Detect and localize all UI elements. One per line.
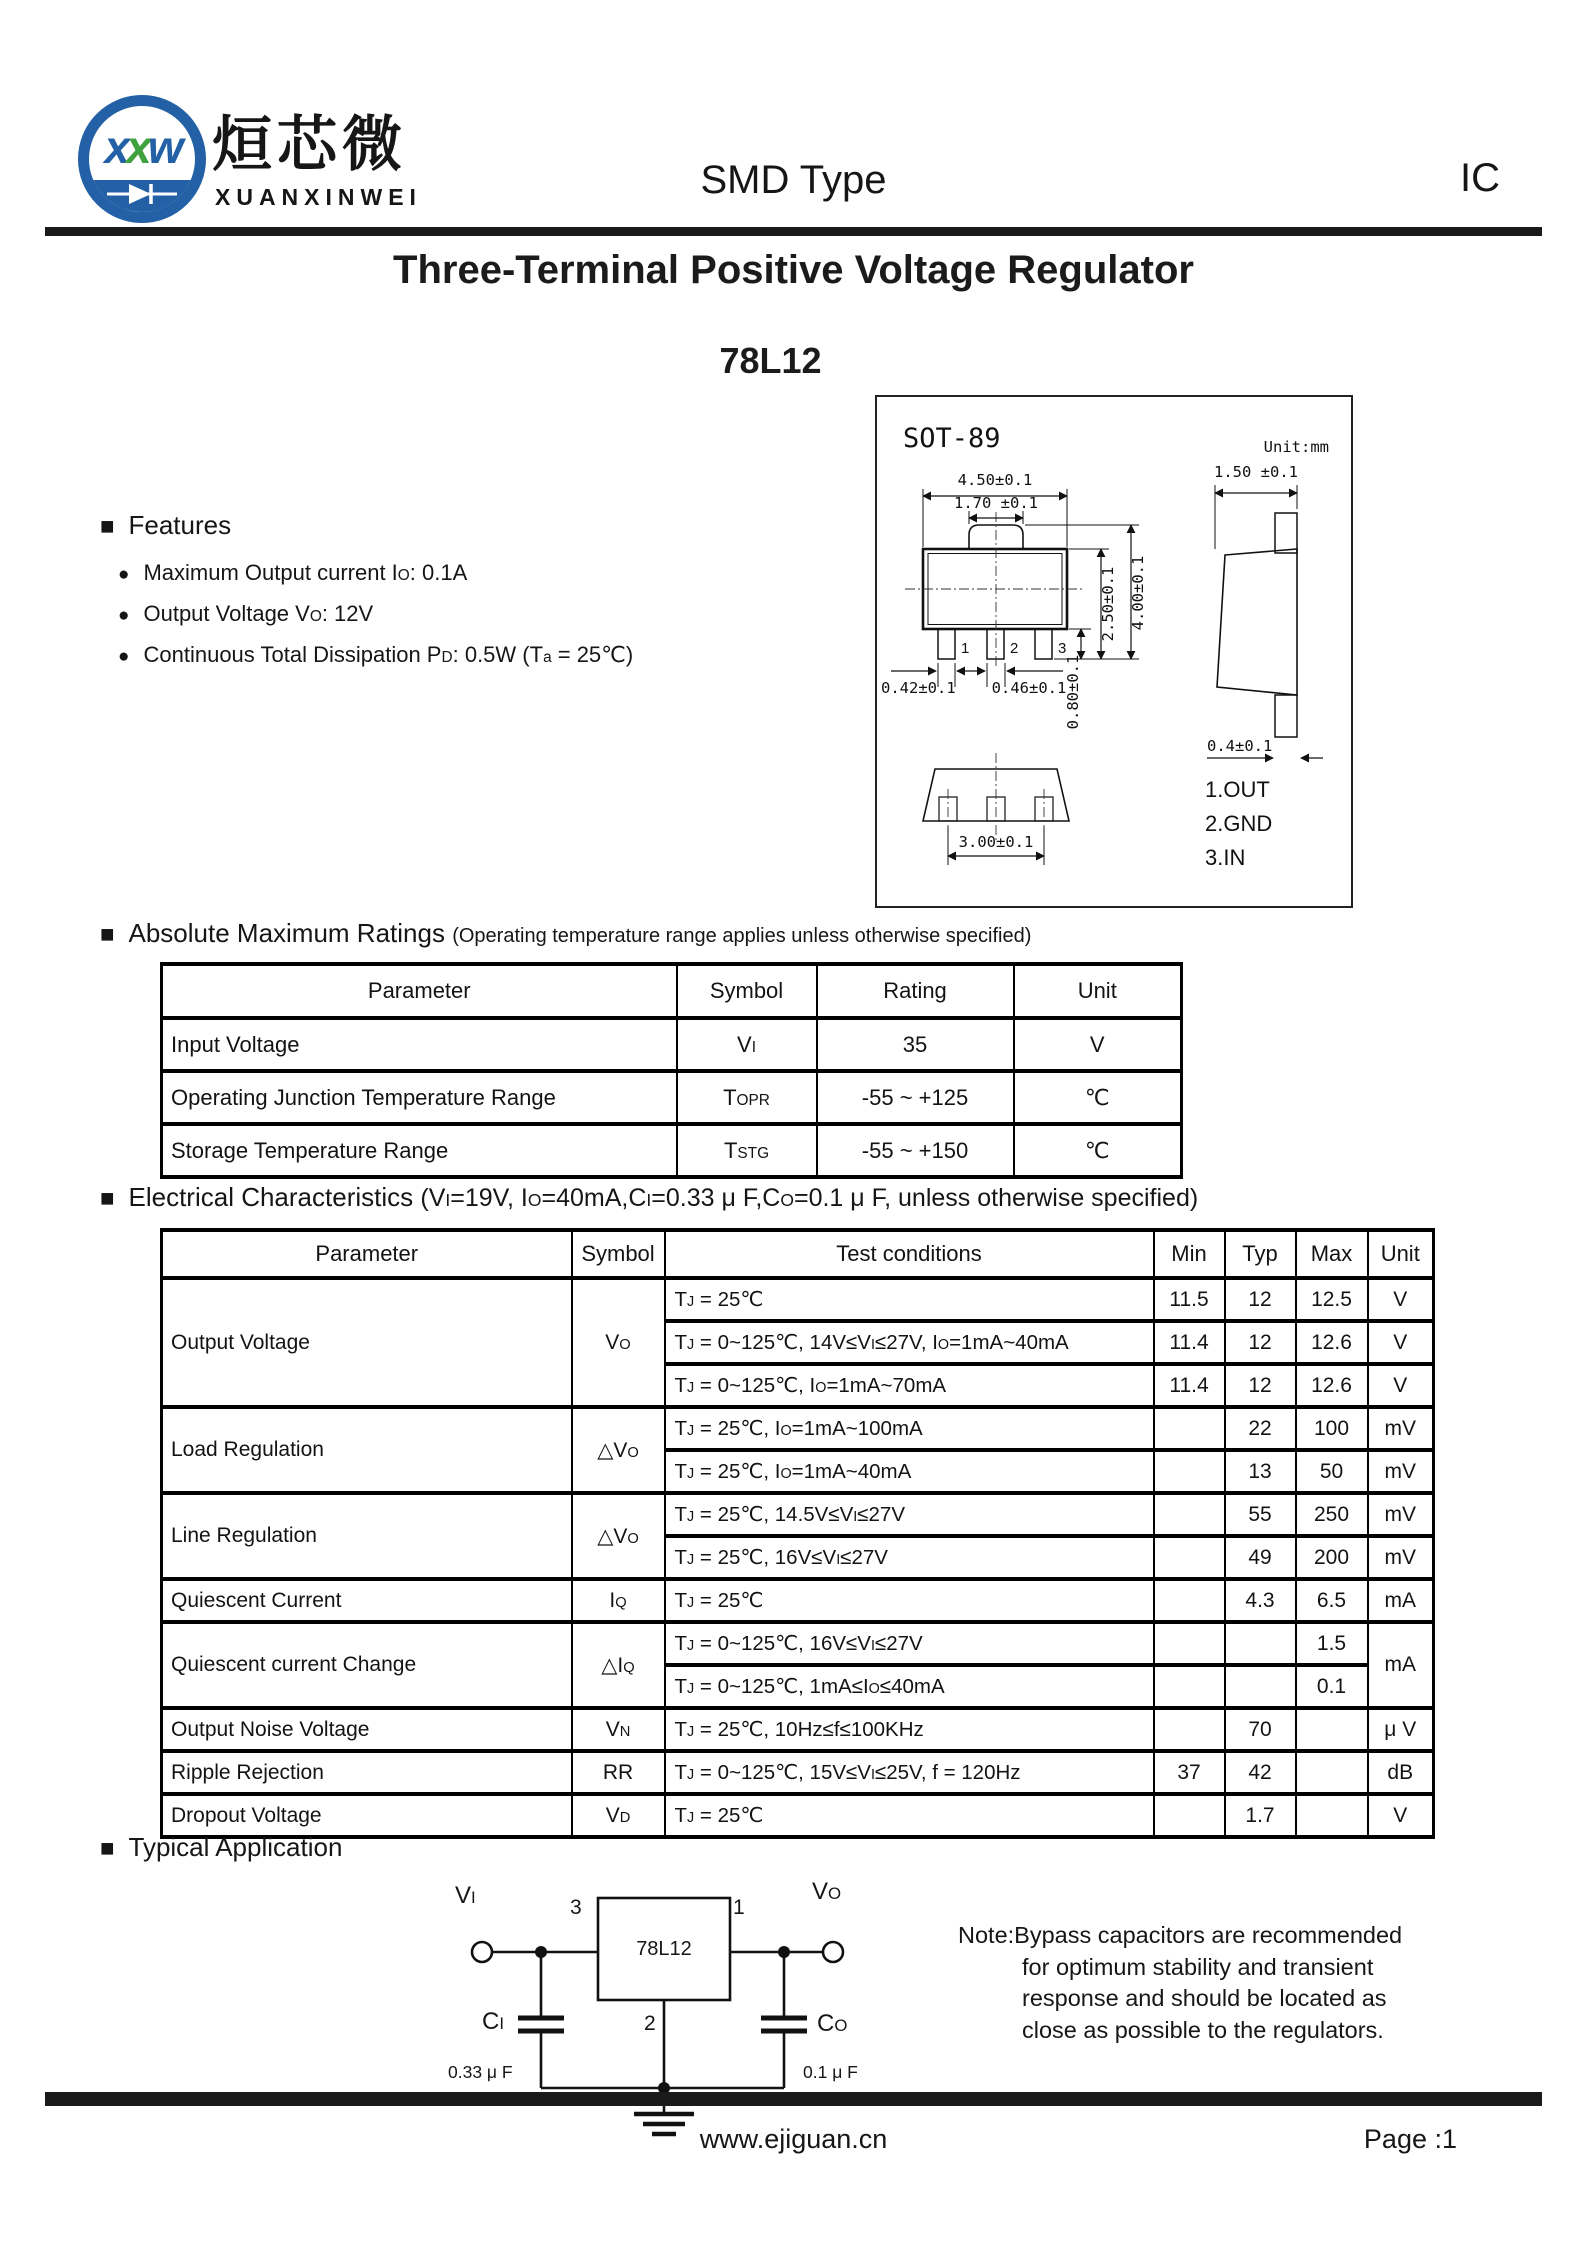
note-line: close as possible to the regulators. [1022,2016,1384,2043]
feature-item [118,560,467,586]
table-row [162,1124,1182,1177]
cell-unit: ℃ [1014,1071,1182,1124]
cell-parameter: Quiescent current Change [162,1622,572,1708]
cell-unit: V [1368,1278,1434,1321]
vi-label: VI [455,1882,476,1909]
vo-label: VO [812,1878,842,1905]
cell-max [1296,1794,1368,1837]
cell-max: 6.5 [1296,1579,1368,1622]
side-pin [1275,695,1297,737]
dim-top-width: 4.50±0.1 [957,471,1033,489]
cell-condition: TJ = 25℃ [665,1278,1154,1321]
note-line: response and should be located as [1022,1985,1387,2011]
cell-symbol: TOPR [677,1071,817,1124]
cell-rating: -55 ~ +125 [817,1071,1014,1124]
cell-unit: mV [1368,1493,1434,1536]
pin-name-out: 1.OUT [1205,777,1270,802]
dim-tab-width: 1.70 ±0.1 [954,494,1038,512]
dot-bullet-icon: ● [118,564,130,585]
col-parameter: Parameter [162,1230,572,1278]
cell-max: 50 [1296,1450,1368,1493]
application-circuit [440,1870,1000,2160]
cell-condition: TJ = 0~125℃, 1mA≤IO≤40mA [665,1665,1154,1708]
dim-side-width: 1.50 ±0.1 [1214,463,1298,481]
square-bullet-icon: ■ [100,513,115,540]
cell-typ: 4.3 [1225,1579,1296,1622]
cell-min [1154,1708,1225,1751]
col-parameter: Parameter [162,964,677,1018]
cell-symbol: RR [572,1751,665,1794]
cell-max: 250 [1296,1493,1368,1536]
cell-condition: TJ = 25℃, 14.5V≤VI≤27V [665,1493,1154,1536]
side-tab [1275,513,1297,553]
table-row [162,1278,1434,1321]
feature-item [118,642,633,668]
cell-typ: 70 [1225,1708,1296,1751]
ci-label: CI [482,2008,505,2035]
col-symbol: Symbol [572,1230,665,1278]
cell-condition: TJ = 0~125℃, 16V≤VI≤27V [665,1622,1154,1665]
pin-name-in: 3.IN [1205,845,1246,870]
cell-unit: dB [1368,1751,1434,1794]
part-number: 78L12 [719,340,822,381]
cell-typ: 12 [1225,1364,1296,1407]
cell-symbol: △VO [572,1407,665,1493]
cell-condition: TJ = 25℃, 16V≤VI≤27V [665,1536,1154,1579]
cell-parameter: Load Regulation [162,1407,572,1493]
features-heading-text: Features [128,510,232,540]
cell-unit: mV [1368,1450,1434,1493]
cell-parameter: Storage Temperature Range [162,1124,677,1177]
cell-min: 11.4 [1154,1321,1225,1364]
cell-min [1154,1493,1225,1536]
cell-unit: mA [1368,1622,1434,1708]
cell-parameter: Ripple Rejection [162,1751,572,1794]
cell-min [1154,1536,1225,1579]
col-test-conditions: Test conditions [665,1230,1154,1278]
table-row [162,1493,1434,1536]
col-max: Max [1296,1230,1368,1278]
cell-unit: μ V [1368,1708,1434,1751]
cell-typ: 55 [1225,1493,1296,1536]
cell-symbol: △IQ [572,1622,665,1708]
pin3-label: 3 [570,1896,582,1919]
cell-max: 12.6 [1296,1321,1368,1364]
feature-text: Continuous Total Dissipation PD: 0.5W (Ta = 25℃) [143,642,634,667]
col-min: Min [1154,1230,1225,1278]
cell-min [1154,1407,1225,1450]
front-pin-2 [987,629,1004,659]
cell-min [1154,1579,1225,1622]
cell-unit: V [1368,1794,1434,1837]
cell-symbol: IQ [572,1579,665,1622]
cell-max: 200 [1296,1536,1368,1579]
pin1-label: 1 [733,1896,745,1919]
cell-symbol: TSTG [677,1124,817,1177]
cell-parameter: Input Voltage [162,1018,677,1071]
square-bullet-icon: ■ [100,1185,115,1212]
cell-condition: TJ = 25℃, IO=1mA~100mA [665,1407,1154,1450]
cell-typ [1225,1665,1296,1708]
cell-condition: TJ = 25℃ [665,1794,1154,1837]
dot-bullet-icon: ● [118,605,130,626]
brand-chinese: 烜芯微 [212,111,407,178]
cell-condition: TJ = 25℃, IO=1mA~40mA [665,1450,1154,1493]
table-row [162,1579,1434,1622]
table-row [162,1622,1434,1665]
cell-typ: 22 [1225,1407,1296,1450]
footer-website: www.ejiguan.cn [699,2124,888,2154]
cell-unit: mV [1368,1407,1434,1450]
cell-min: 11.5 [1154,1278,1225,1321]
col-rating: Rating [817,964,1014,1018]
brand-english: XUANXINWEI [215,184,422,210]
typical-app-heading [100,1832,342,1863]
page-title: Three-Terminal Positive Voltage Regulator [393,248,1194,292]
table-row [162,1794,1434,1837]
col-symbol: Symbol [677,964,817,1018]
cell-max: 12.6 [1296,1364,1368,1407]
header-rule [45,227,1542,236]
front-pin3-number: 3 [1058,640,1067,657]
cell-typ: 49 [1225,1536,1296,1579]
cell-condition: TJ = 0~125℃, IO=1mA~70mA [665,1364,1154,1407]
cell-parameter: Line Regulation [162,1493,572,1579]
cell-typ: 13 [1225,1450,1296,1493]
cell-symbol: VO [572,1278,665,1407]
table-header-row [162,964,1182,1018]
doc-type-label: SMD Type [700,158,887,202]
cell-typ: 12 [1225,1278,1296,1321]
cell-symbol: VI [677,1018,817,1071]
cell-symbol: VD [572,1794,665,1837]
co-label: CO [817,2010,848,2037]
cell-symbol: VN [572,1708,665,1751]
cell-parameter: Output Noise Voltage [162,1708,572,1751]
dim-pin-length: 0.80±0.1 [1064,654,1082,730]
cell-unit: V [1368,1321,1434,1364]
co-value: 0.1 μ F [803,2062,858,2082]
ci-value: 0.33 μ F [448,2062,513,2082]
table-row [162,1071,1182,1124]
cell-condition: TJ = 25℃, 10Hz≤f≤100KHz [665,1708,1154,1751]
cell-unit: V [1014,1018,1182,1071]
cell-min [1154,1665,1225,1708]
note-line: Note:Bypass capacitors are recommended [958,1922,1403,1948]
cell-min [1154,1622,1225,1665]
cell-typ [1225,1622,1296,1665]
typical-app-heading-text: Typical Application [128,1832,343,1862]
table-row [162,1018,1182,1071]
cell-max: 100 [1296,1407,1368,1450]
dim-side-thickness: 0.4±0.1 [1207,737,1273,755]
feature-item [118,601,373,627]
dim-pin-pitch: 3.00±0.1 [958,833,1034,851]
cell-typ: 1.7 [1225,1794,1296,1837]
cell-max: 12.5 [1296,1278,1368,1321]
elec-char-heading-text: Electrical Characteristics [128,1182,414,1212]
cell-min: 11.4 [1154,1364,1225,1407]
cell-max: 0.1 [1296,1665,1368,1708]
cell-max [1296,1751,1368,1794]
cell-unit: mV [1368,1536,1434,1579]
cell-rating: -55 ~ +150 [817,1124,1014,1177]
front-pin1-number: 1 [961,640,970,657]
cell-condition: TJ = 25℃ [665,1579,1154,1622]
abs-max-heading-note: (Operating temperature range applies unless otherwise specified) [452,925,1032,947]
cell-min [1154,1450,1225,1493]
cell-condition: TJ = 0~125℃, 14V≤VI≤27V, IO=1mA~40mA [665,1321,1154,1364]
cell-parameter: Quiescent Current [162,1579,572,1622]
col-unit: Unit [1014,964,1182,1018]
col-unit: Unit [1368,1230,1434,1278]
feature-text: Maximum Output current IO: 0.1A [143,560,468,585]
cell-max: 1.5 [1296,1622,1368,1665]
absolute-maximum-ratings-table [160,962,1183,1179]
table-row [162,1751,1434,1794]
cell-condition: TJ = 0~125℃, 15V≤VI≤25V, f = 120Hz [665,1751,1154,1794]
dim-pin1-width: 0.42±0.1 [881,679,956,697]
features-heading [100,510,231,541]
table-header-row [162,1230,1434,1278]
dot-bullet-icon: ● [118,646,130,667]
cell-unit: mA [1368,1579,1434,1622]
ic-category-label: IC [1460,156,1500,200]
vo-terminal [823,1942,843,1962]
logo-letter-w: w [147,121,180,173]
abs-max-heading [100,918,1031,949]
table-row [162,1708,1434,1751]
front-pin2-number: 2 [1010,640,1019,657]
cell-min: 37 [1154,1751,1225,1794]
cell-rating: 35 [817,1018,1014,1071]
dim-total-height: 4.00±0.1 [1129,555,1147,631]
cell-max [1296,1708,1368,1751]
elec-char-heading [100,1182,1198,1213]
cell-typ: 42 [1225,1751,1296,1794]
footer-page-number: Page :1 [1363,2124,1457,2154]
dim-body-height: 2.50±0.1 [1099,566,1117,642]
feature-text: Output Voltage VO: 12V [143,601,374,626]
logo-letter-x1: x [104,121,127,173]
package-drawing [877,397,1351,906]
front-pin-3 [1035,629,1052,659]
col-typ: Typ [1225,1230,1296,1278]
pin-name-gnd: 2.GND [1205,811,1273,836]
note-line: for optimum stability and transient [1022,1953,1374,1980]
front-pin-1 [938,629,955,659]
pin2-label: 2 [644,2012,656,2035]
side-body [1217,549,1297,695]
electrical-characteristics-table [160,1228,1435,1839]
logo-letter-x2: x [126,121,148,173]
cell-min [1154,1794,1225,1837]
cell-parameter: Dropout Voltage [162,1794,572,1837]
vi-terminal [472,1942,492,1962]
unit-label: Unit:mm [1263,438,1329,456]
package-name: SOT-89 [903,423,1001,454]
table-row [162,1407,1434,1450]
dim-pin2-width: 0.46±0.1 [991,679,1067,697]
cell-unit: ℃ [1014,1124,1182,1177]
cell-parameter: Output Voltage [162,1278,572,1407]
square-bullet-icon: ■ [100,921,115,948]
cell-typ: 12 [1225,1321,1296,1364]
square-bullet-icon: ■ [100,1835,115,1862]
elec-char-heading-note: (VI=19V, IO=40mA,CI=0.33 μ F,CO=0.1 μ F, unless otherwise specified) [420,1184,1199,1212]
regulator-label: 78L12 [636,1938,692,1960]
cell-parameter: Operating Junction Temperature Range [162,1071,677,1124]
footer-rule [45,2092,1542,2106]
cell-symbol: △VO [572,1493,665,1579]
package-outline-figure [875,395,1353,908]
abs-max-heading-text: Absolute Maximum Ratings [128,918,445,948]
application-note [958,1920,1438,2046]
cell-unit: V [1368,1364,1434,1407]
